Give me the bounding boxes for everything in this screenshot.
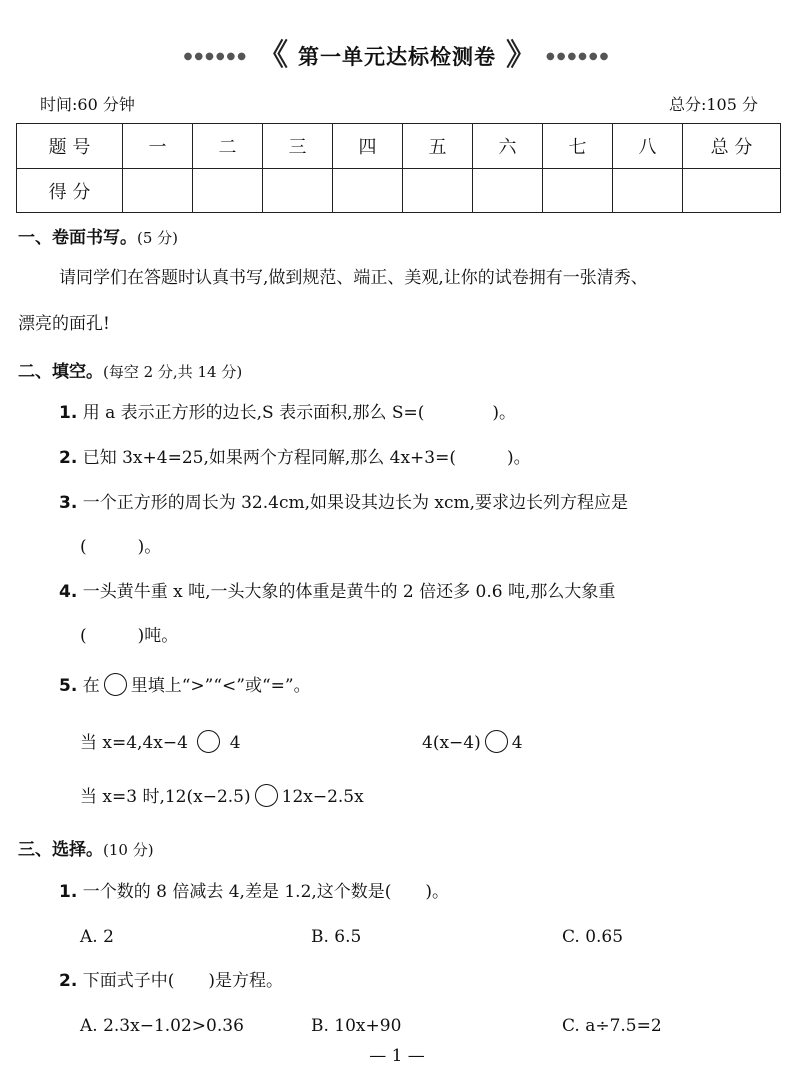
score-cell[interactable] [123, 169, 193, 213]
header-cell: 二 [193, 124, 263, 169]
question-text-pre: 在 [82, 676, 100, 696]
right-dots-decoration: ●●●●●● [546, 50, 611, 62]
score-cell[interactable] [333, 169, 403, 213]
question-text: 已知 3x+4=25,如果两个方程同解,那么 4x+3=( )。 [82, 448, 531, 468]
question-number: 2. [59, 448, 78, 468]
section-1-instruction-line2: 漂亮的面孔! [18, 314, 110, 334]
question-text-post: 里填上“>”“<”或“=”。 [130, 676, 311, 696]
section-3-points: (10 分) [103, 841, 154, 859]
section-3-title: 三、选择。 [18, 840, 103, 860]
choice-option-b[interactable]: B. 10x+90 [311, 1016, 402, 1036]
answer-circle-icon[interactable] [197, 730, 220, 753]
section-1-instruction-line1: 请同学们在答题时认真书写,做到规范、端正、美观,让你的试卷拥有一张清秀、 [59, 268, 648, 288]
choice-option-a[interactable]: A. 2 [80, 927, 114, 947]
right-brace-decoration: 》 [506, 38, 536, 73]
question-text: 一头黄牛重 x 吨,一头大象的体重是黄牛的 2 倍还多 0.6 吨,那么大象重 [82, 582, 616, 602]
header-cell: 三 [263, 124, 333, 169]
compare-row-2 [80, 785, 364, 809]
question-number: 2. [59, 971, 78, 991]
question-number: 1. [59, 882, 78, 902]
question-number: 5. [59, 676, 78, 696]
question-text: 一个正方形的周长为 32.4cm,如果设其边长为 xcm,要求边长列方程应是 [82, 493, 629, 513]
time-limit: 时间:60 分钟 [40, 95, 135, 114]
choice-option-c[interactable]: C. 0.65 [562, 927, 624, 947]
header-cell: 八 [613, 124, 683, 169]
section-2-points: (每空 2 分,共 14 分) [103, 363, 243, 381]
header-cell: 一 [123, 124, 193, 169]
fill-question-3-answer-blank: ( )。 [80, 537, 162, 557]
compare-left-expression: 当 x=4,4x−4 [80, 733, 188, 753]
answer-circle-icon[interactable] [485, 730, 508, 753]
choice-option-c[interactable]: C. a÷7.5=2 [562, 1016, 662, 1036]
total-score: 总分:105 分 [668, 95, 758, 114]
fill-question-3 [59, 491, 628, 515]
score-cell[interactable] [543, 169, 613, 213]
question-text: 下面式子中( )是方程。 [82, 971, 283, 991]
exam-title: 第一单元达标检测卷 [298, 45, 496, 69]
score-cell[interactable] [473, 169, 543, 213]
section-1-heading [18, 223, 178, 248]
question-number: 4. [59, 582, 78, 602]
fill-question-4-answer-blank: ( )吨。 [80, 626, 179, 646]
question-number: 1. [59, 403, 78, 423]
choice-question-2 [59, 969, 283, 993]
left-brace-decoration: 《 [258, 38, 288, 73]
score-cell[interactable] [193, 169, 263, 213]
choice-option-a[interactable]: A. 2.3x−1.02>0.36 [80, 1016, 244, 1036]
compare-left-expression: 4(x−4) [422, 733, 481, 753]
header-cell: 五 [403, 124, 473, 169]
choice-option-b[interactable]: B. 6.5 [311, 927, 362, 947]
header-cell: 四 [333, 124, 403, 169]
question-text: 一个数的 8 倍减去 4,差是 1.2,这个数是( )。 [82, 882, 450, 902]
score-table-header-row [17, 124, 781, 169]
fill-question-1 [59, 401, 516, 425]
score-table-score-row [17, 169, 781, 213]
question-text: 用 a 表示正方形的边长,S 表示面积,那么 S=( )。 [82, 403, 517, 423]
fill-question-5 [59, 674, 311, 698]
header-cell: 题 号 [17, 124, 123, 169]
compare-right-expression: 12x−2.5x [281, 787, 364, 807]
compare-row-1a [80, 731, 241, 755]
fill-question-4 [59, 580, 615, 604]
section-3-heading [18, 835, 154, 860]
section-2-title: 二、填空。 [18, 362, 103, 382]
score-cell[interactable] [263, 169, 333, 213]
section-1-points: (5 分) [137, 229, 179, 247]
score-cell[interactable] [403, 169, 473, 213]
exam-banner [0, 38, 794, 74]
choice-question-1 [59, 880, 449, 904]
page-number: — 1 — [369, 1046, 425, 1066]
header-cell: 总 分 [683, 124, 781, 169]
left-dots-decoration: ●●●●●● [183, 50, 248, 62]
compare-left-expression: 当 x=3 时,12(x−2.5) [80, 787, 251, 807]
compare-right-expression: 4 [229, 733, 241, 753]
section-2-heading [18, 357, 242, 382]
question-number: 3. [59, 493, 78, 513]
compare-row-1b [422, 731, 523, 755]
score-cell[interactable] [613, 169, 683, 213]
fill-question-2 [59, 446, 531, 470]
answer-circle-icon[interactable] [255, 784, 278, 807]
header-cell: 七 [543, 124, 613, 169]
score-cell[interactable] [683, 169, 781, 213]
compare-right-expression: 4 [511, 733, 523, 753]
section-1-title: 一、卷面书写。 [18, 228, 137, 248]
comparison-circle-icon [104, 673, 127, 696]
header-cell: 六 [473, 124, 543, 169]
score-label-cell: 得 分 [17, 169, 123, 213]
score-table [16, 123, 781, 213]
